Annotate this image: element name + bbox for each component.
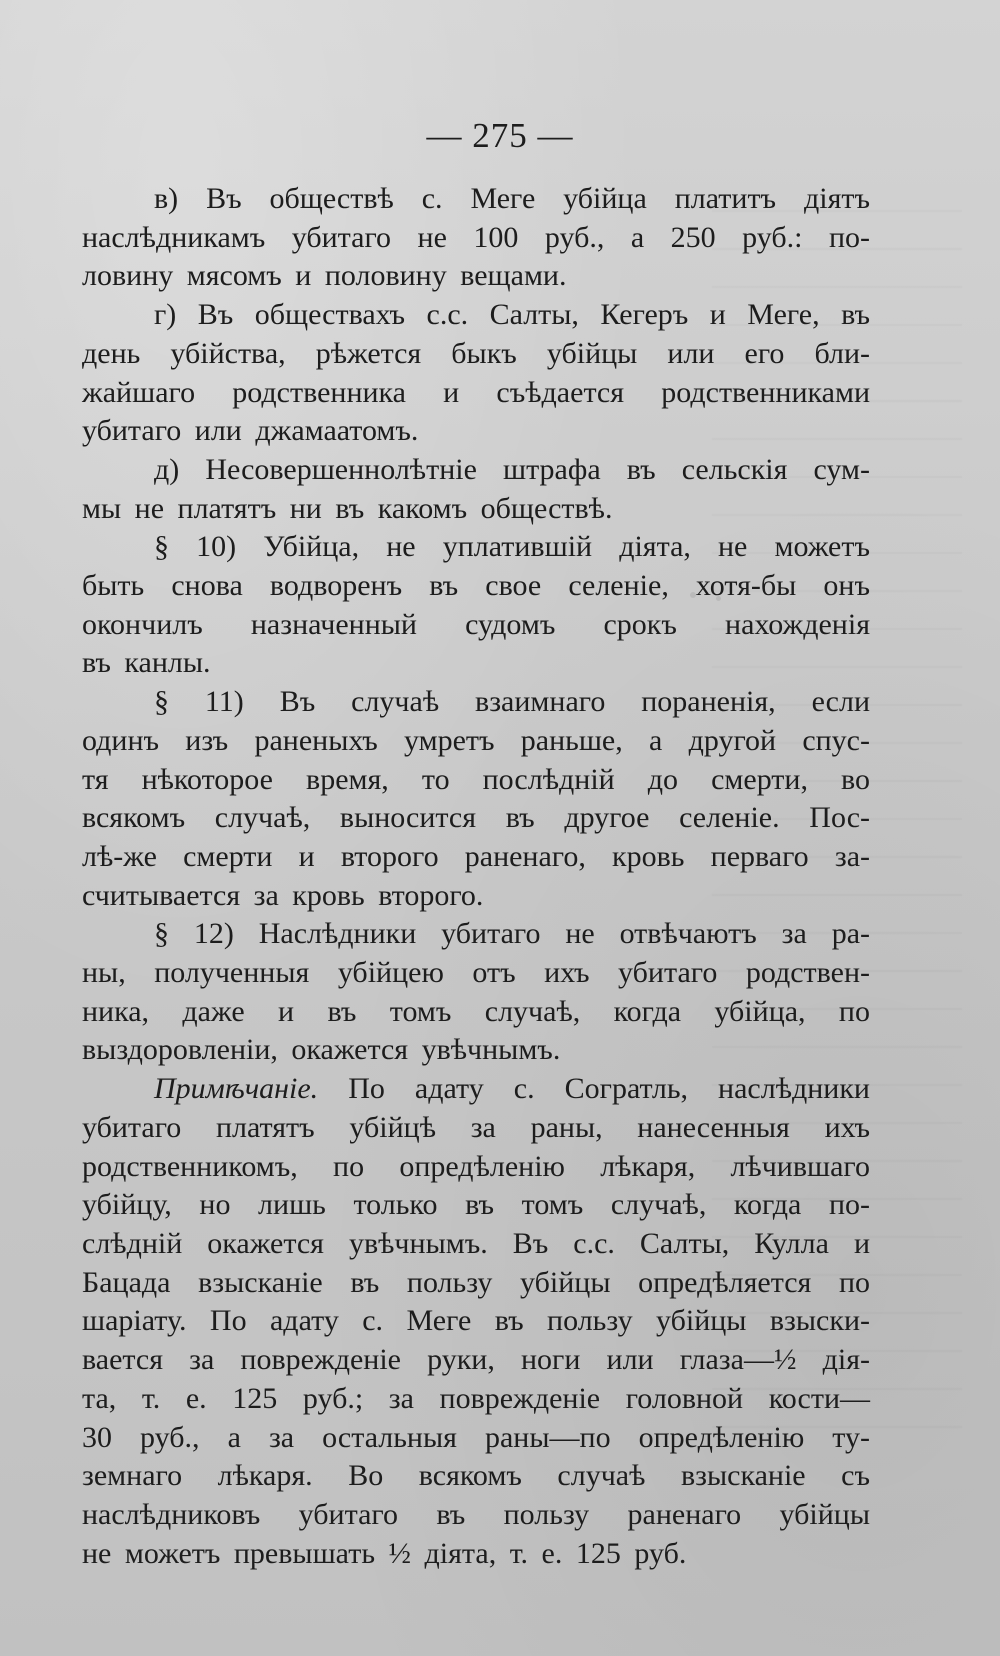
text-line: день убійства, рѣжется быкъ убійцы или его бли- bbox=[82, 336, 870, 370]
note-line-text: По адату с. Согратль, наслѣдники bbox=[318, 1072, 870, 1106]
text-line: Бацада взысканіе въ пользу убійцы опредѣляется по bbox=[82, 1265, 870, 1299]
text-line bbox=[82, 1070, 870, 1109]
text-line: быть снова водворенъ въ свое селеніе, хотя-бы онъ bbox=[82, 569, 870, 603]
text-line: всякомъ случаѣ, выносится въ другое селеніе. Пос- bbox=[82, 801, 870, 835]
text-line: § 11) Въ случаѣ взаимнаго пораненія, если bbox=[154, 685, 870, 719]
text-line: ны, полученныя убійцею отъ ихъ убитаго родствен- bbox=[82, 956, 870, 990]
text-line: шаріату. По адату с. Меге въ пользу убійцы взыски- bbox=[82, 1304, 870, 1338]
text-line: выздоровленіи, окажется увѣчнымъ. bbox=[82, 1033, 561, 1067]
section-11 bbox=[82, 683, 870, 915]
text-line: та, т. е. 125 руб.; за поврежденіе головной кости— bbox=[82, 1381, 870, 1415]
text-line: ника, даже и въ томъ случаѣ, когда убійца, по bbox=[82, 994, 870, 1028]
text-line: наслѣдниковъ убитаго въ пользу раненаго убійцы bbox=[82, 1497, 870, 1531]
note-label: Примѣчаніе. bbox=[154, 1072, 319, 1106]
text-line: ловину мясомъ и половину вещами. bbox=[82, 259, 567, 293]
text-line: в) Въ обществѣ с. Меге убійца платитъ діятъ bbox=[154, 182, 870, 215]
text-line: окончилъ назначенный судомъ срокъ нахожденія bbox=[82, 607, 870, 641]
section-10 bbox=[82, 528, 870, 683]
text-line: земнаго лѣкаря. Во всякомъ случаѣ взысканіе съ bbox=[82, 1459, 870, 1493]
text-line: жайшаго родственника и съѣдается родственниками bbox=[82, 375, 870, 409]
text-line: считывается за кровь второго. bbox=[82, 878, 484, 912]
text-line: 30 руб., а за остальныя раны—по опредѣленію ту- bbox=[82, 1420, 870, 1454]
text-line: убитаго или джамаатомъ. bbox=[82, 414, 419, 448]
paragraph-v bbox=[82, 180, 870, 296]
text-line: убитаго платятъ убійцѣ за раны, нанесенныя ихъ bbox=[82, 1110, 870, 1144]
text-line: лѣ-же смерти и второго раненаго, кровь перваго за- bbox=[82, 839, 870, 873]
section-12 bbox=[82, 915, 870, 1070]
text-line: § 10) Убійца, не уплатившій діята, не можетъ bbox=[154, 530, 870, 564]
text-line: въ канлы. bbox=[82, 646, 211, 680]
text-line: убійцу, но лишь только въ томъ случаѣ, когда по- bbox=[82, 1188, 870, 1222]
paragraph-d bbox=[82, 451, 870, 528]
text-line: § 12) Наслѣдники убитаго не отвѣчаютъ за ра- bbox=[154, 917, 870, 951]
page-number: — 275 — bbox=[426, 116, 574, 155]
text-line: не можетъ превышать ½ діята, т. е. 125 руб. bbox=[82, 1536, 687, 1570]
text-line: г) Въ обществахъ с.с. Салты, Кегеръ и Меге, въ bbox=[154, 298, 870, 332]
text-line: слѣдній окажется увѣчнымъ. Въ с.с. Салты, Кулла и bbox=[82, 1226, 870, 1260]
text-line: мы не платятъ ни въ какомъ обществѣ. bbox=[82, 491, 613, 525]
text-line: наслѣдникамъ убитаго не 100 руб., а 250 руб.: по- bbox=[82, 220, 870, 254]
text-line: одинъ изъ раненыхъ умретъ раньше, а другой спус- bbox=[82, 723, 870, 757]
text-line: вается за поврежденіе руки, ноги или глаза—½ дія- bbox=[82, 1343, 870, 1377]
paragraph-g bbox=[82, 296, 870, 451]
note-paragraph bbox=[82, 1070, 870, 1573]
text-line: д) Несовершеннолѣтніе штрафа въ сельскія сум- bbox=[154, 452, 870, 486]
text-line: родственникомъ, по опредѣленію лѣкаря, лѣчившаго bbox=[82, 1149, 870, 1183]
text-line: тя нѣкоторое время, то послѣдній до смерти, во bbox=[82, 762, 870, 796]
page-body bbox=[82, 180, 870, 1573]
